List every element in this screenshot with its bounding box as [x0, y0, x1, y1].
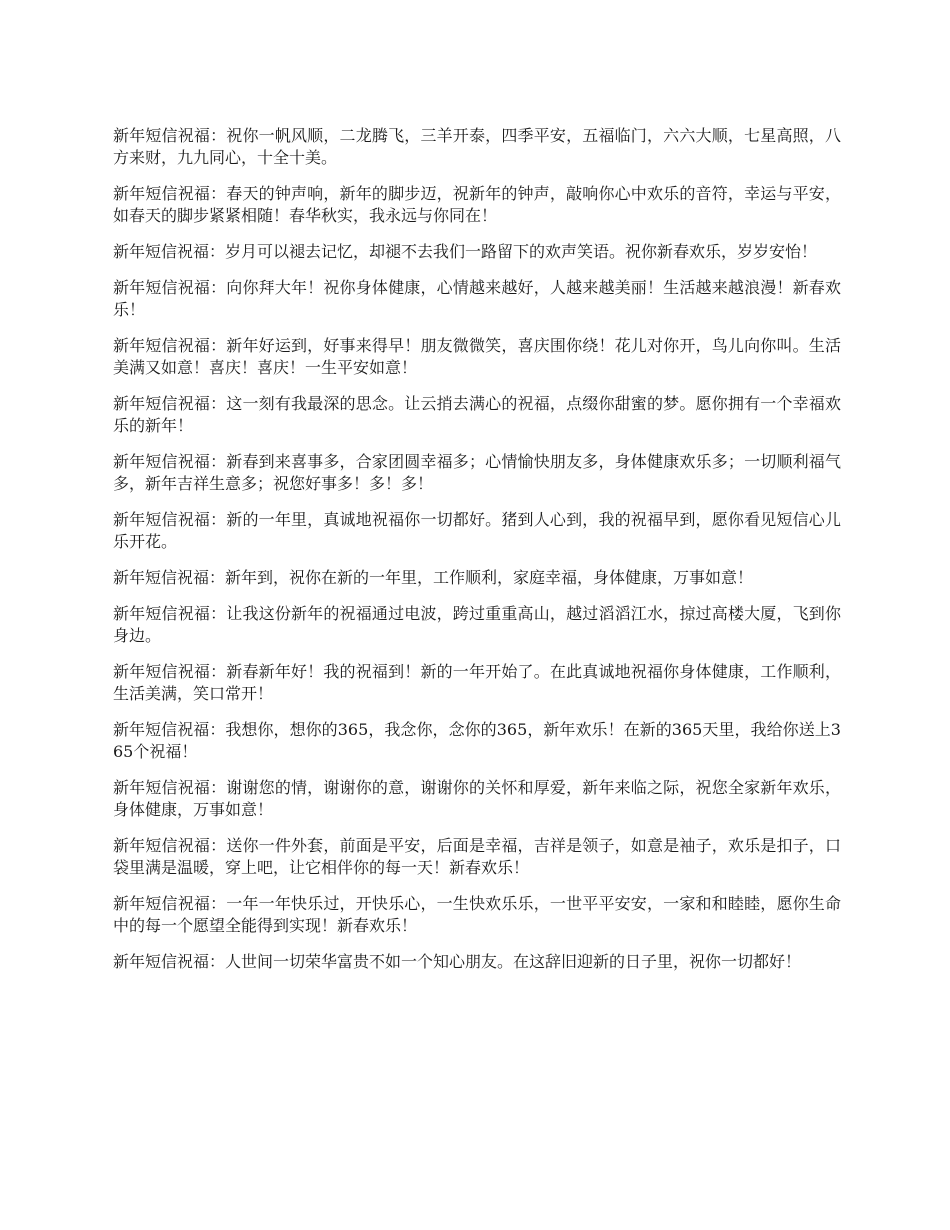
paragraph: 新年短信祝福：人世间一切荣华富贵不如一个知心朋友。在这辞旧迎新的日子里，祝你一切都好！	[113, 952, 802, 971]
paragraph: 新年短信祝福：向你拜大年！祝你身体健康，心情越来越好，人越来越美丽！生活越来越浪漫！新春欢乐！	[113, 278, 841, 319]
paragraph: 新年短信祝福：新年到，祝你在新的一年里，工作顺利，家庭幸福，身体健康，万事如意！	[113, 568, 754, 587]
paragraph: 新年短信祝福：祝你一帆风顺，二龙腾飞，三羊开泰，四季平安，五福临门，六六大顺，七星高照，八方来财，九九同心，十全十美。	[113, 126, 841, 167]
paragraph: 新年短信祝福：岁月可以褪去记忆，却褪不去我们一路留下的欢声笑语。祝你新春欢乐，岁岁安怡！	[113, 242, 818, 261]
paragraph: 新年短信祝福：送你一件外套，前面是平安，后面是幸福，吉祥是领子，如意是袖子，欢乐是扣子，口袋里满是温暖，穿上吧，让它相伴你的每一天！新春欢乐！	[113, 836, 841, 877]
paragraph: 新年短信祝福：这一刻有我最深的思念。让云捎去满心的祝福，点缀你甜蜜的梦。愿你拥有一个幸福欢乐的新年！	[113, 394, 841, 435]
paragraph: 新年短信祝福：新春到来喜事多，合家团圆幸福多；心情愉快朋友多，身体健康欢乐多；一切顺利福气多，新年吉祥生意多；祝您好事多！多！多！	[113, 452, 841, 493]
paragraph: 新年短信祝福：一年一年快乐过，开快乐心，一生快欢乐乐，一世平平安安，一家和和睦睦，愿你生命中的每一个愿望全能得到实现！新春欢乐！	[113, 894, 841, 935]
paragraph: 新年短信祝福：新春新年好！我的祝福到！新的一年开始了。在此真诚地祝福你身体健康，工作顺利，生活美满，笑口常开！	[113, 662, 841, 703]
paragraph: 新年短信祝福：新年好运到，好事来得早！朋友微微笑，喜庆围你绕！花儿对你开，鸟儿向你叫。生活美满又如意！喜庆！喜庆！一生平安如意！	[113, 336, 841, 377]
paragraph: 新年短信祝福：让我这份新年的祝福通过电波，跨过重重高山，越过滔滔江水，掠过高楼大厦，飞到你身边。	[113, 604, 841, 645]
paragraph: 新年短信祝福：谢谢您的情，谢谢你的意，谢谢你的关怀和厚爱，新年来临之际，祝您全家新年欢乐，身体健康，万事如意！	[113, 778, 841, 819]
paragraph: 新年短信祝福：春天的钟声响，新年的脚步迈，祝新年的钟声，敲响你心中欢乐的音符，幸运与平安，如春天的脚步紧紧相随！春华秋实，我永远与你同在！	[113, 184, 841, 225]
paragraph: 新年短信祝福：新的一年里，真诚地祝福你一切都好。猪到人心到，我的祝福早到，愿你看见短信心儿乐开花。	[113, 510, 841, 551]
document-body	[113, 125, 841, 987]
paragraph: 新年短信祝福：我想你，想你的365，我念你，念你的365，新年欢乐！在新的365天里，我给你送上365个祝福！	[113, 720, 841, 761]
